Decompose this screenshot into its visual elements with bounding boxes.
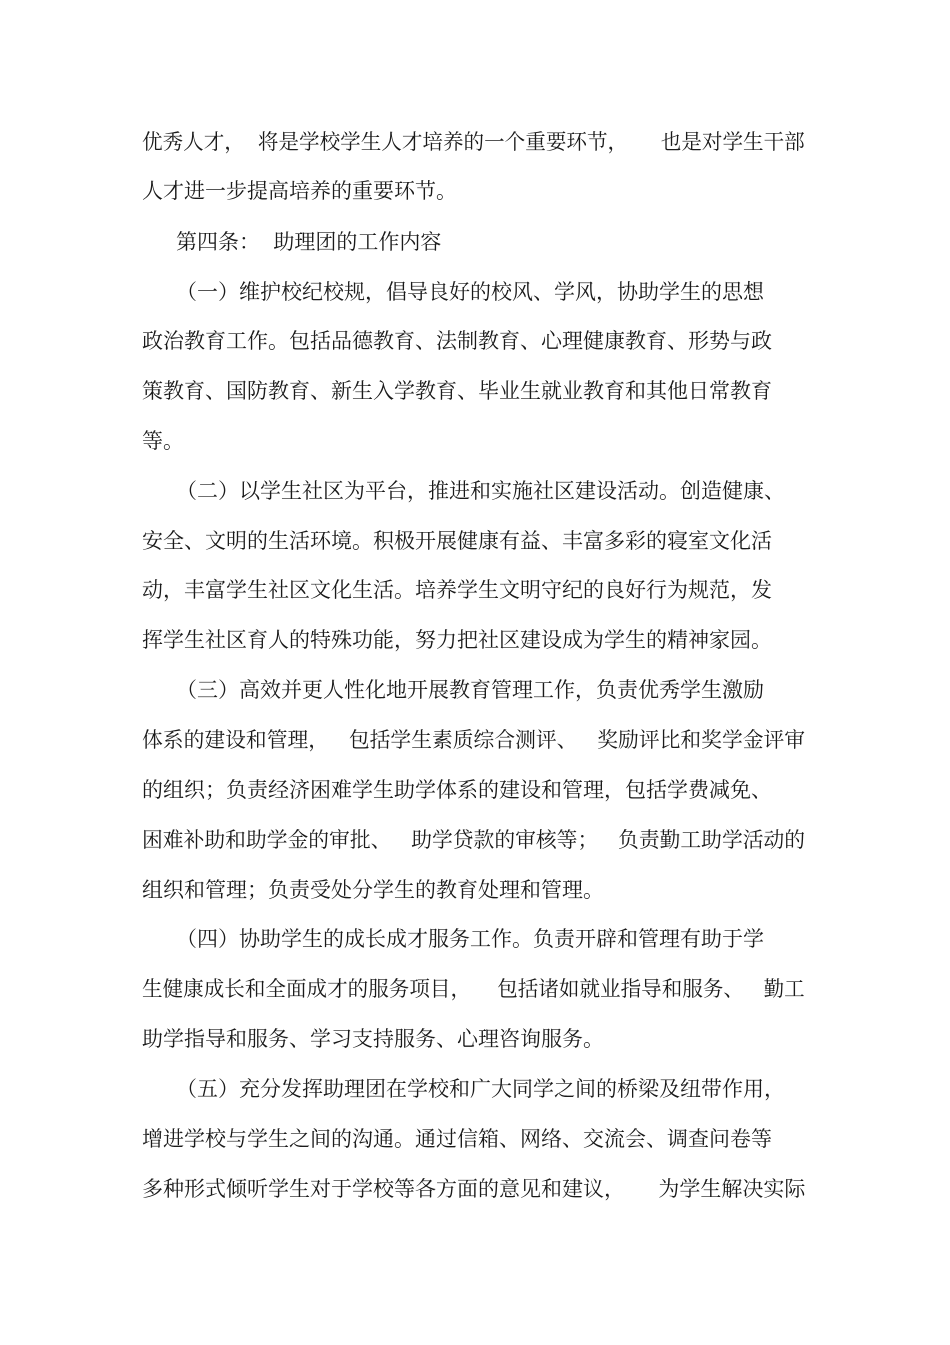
text-line: 体系的建设和管理， 包括学生素质综合测评、 奖励评比和奖学金评审 [142, 728, 806, 752]
text-line: 组织和管理；负责受处分学生的教育处理和管理。 [142, 878, 604, 902]
text-line: 安全、文明的生活环境。积极开展健康有益、丰富多彩的寝室文化活 [142, 529, 772, 553]
text-line: 等。 [142, 429, 184, 453]
text-line: 多种形式倾听学生对于学校等各方面的意见和建议， 为学生解决实际 [142, 1177, 806, 1201]
text-line: 人才进一步提高培养的重要环节。 [142, 179, 457, 203]
text-line: 策教育、国防教育、新生入学教育、毕业生就业教育和其他日常教育 [142, 379, 772, 403]
text-line: （四）协助学生的成长成才服务工作。负责开辟和管理有助于学 [176, 927, 764, 951]
text-line: （五）充分发挥助理团在学校和广大同学之间的桥梁及纽带作用， [176, 1077, 785, 1101]
text-line: 助学指导和服务、学习支持服务、心理咨询服务。 [142, 1027, 604, 1051]
text-line: 政治教育工作。包括品德教育、法制教育、心理健康教育、形势与政 [142, 329, 772, 353]
text-line: 优秀人才， 将是学校学生人才培养的一个重要环节， 也是对学生干部 [142, 130, 805, 154]
text-line: 动，丰富学生社区文化生活。培养学生文明守纪的良好行为规范，发 [142, 578, 772, 602]
text-line: 挥学生社区育人的特殊功能，努力把社区建设成为学生的精神家园。 [142, 628, 772, 652]
text-line: （一）维护校纪校规，倡导良好的校风、学风，协助学生的思想 [176, 280, 764, 304]
text-line: 的组织；负责经济困难学生助学体系的建设和管理，包括学费减免、 [142, 778, 772, 802]
text-line: 生健康成长和全面成才的服务项目， 包括诸如就业指导和服务、 勤工 [142, 977, 805, 1001]
section-heading: 第四条： 助理团的工作内容 [176, 230, 442, 254]
text-line: 增进学校与学生之间的沟通。通过信箱、网络、交流会、调查问卷等 [142, 1127, 772, 1151]
text-line: （三）高效并更人性化地开展教育管理工作，负责优秀学生激励 [176, 678, 764, 702]
text-line: 困难补助和助学金的审批、 助学贷款的审核等； 负责勤工助学活动的 [142, 828, 806, 852]
text-line: （二）以学生社区为平台，推进和实施社区建设活动。创造健康、 [176, 479, 785, 503]
